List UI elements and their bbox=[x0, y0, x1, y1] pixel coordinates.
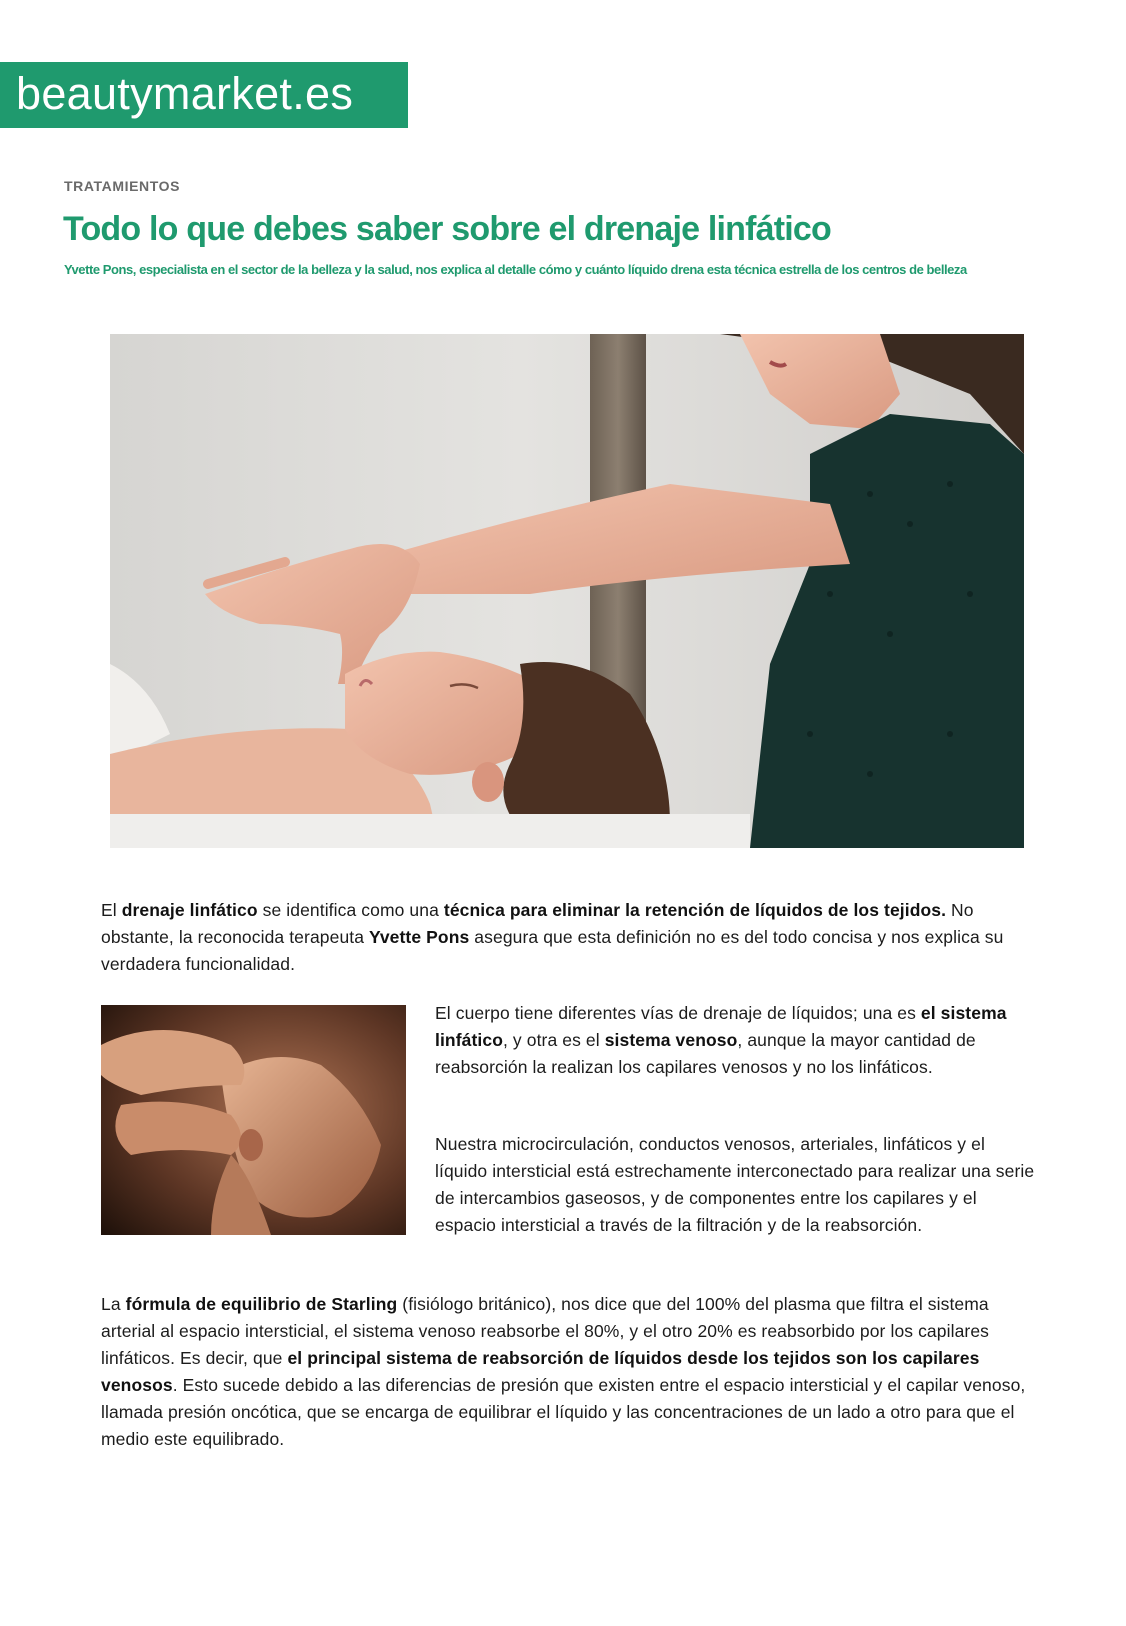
article-title: Todo lo que debes saber sobre el drenaje linfático bbox=[63, 210, 831, 248]
paragraph-microcirculation: Nuestra microcirculación, conductos venosos, arteriales, linfáticos y el líquido intersticial está estrechamente interconectado para realizar una serie de intercambios gaseosos, y de componentes entre los capilares y el espacio intersticial a través de la filtración y de la reabsorción. bbox=[435, 1134, 1035, 1235]
facial-massage-photo bbox=[101, 1005, 406, 1235]
hero-photo bbox=[110, 334, 1024, 848]
paragraph-starling: La fórmula de equilibrio de Starling (fisiólogo británico), nos dice que del 100% del plasma que filtra el sistema arterial al espacio intersticial, el sistema venoso reabsorbe el 80%, y el otro 20% es reabsorbido por los capilares linfáticos. Es decir, que el principal sistema de reabsorción de líquidos desde los tejidos son los capilares venosos. Esto sucede debido a las diferencias de presión que existen entre el espacio intersticial y el capilar venoso, llamada presión oncótica, que se encarga de equilibrar el líquido y las concentraciones de un lado a otro para que el medio este equilibrado. bbox=[101, 1294, 1026, 1449]
paragraph-intro: El drenaje linfático se identifica como una técnica para eliminar la retención de líquidos de los tejidos. No obstante, la reconocida terapeuta Yvette Pons asegura que esta definición no es del todo concisa y nos explica su verdadera funcionalidad. bbox=[101, 900, 1004, 974]
paragraph-drainage-routes: El cuerpo tiene diferentes vías de drenaje de líquidos; una es el sistema linfático, y otra es el sistema venoso, aunque la mayor cantidad de reabsorción la realizan los capilares venosos y no los linfáticos. bbox=[435, 1003, 1007, 1077]
section-label[interactable]: TRATAMIENTOS bbox=[64, 178, 181, 194]
site-logo[interactable]: beautymarket.es bbox=[0, 62, 408, 128]
article-subtitle: Yvette Pons, especialista en el sector de la belleza y la salud, nos explica al detalle cómo y cuánto líquido drena esta técnica estrella de los centros de belleza bbox=[64, 262, 967, 277]
